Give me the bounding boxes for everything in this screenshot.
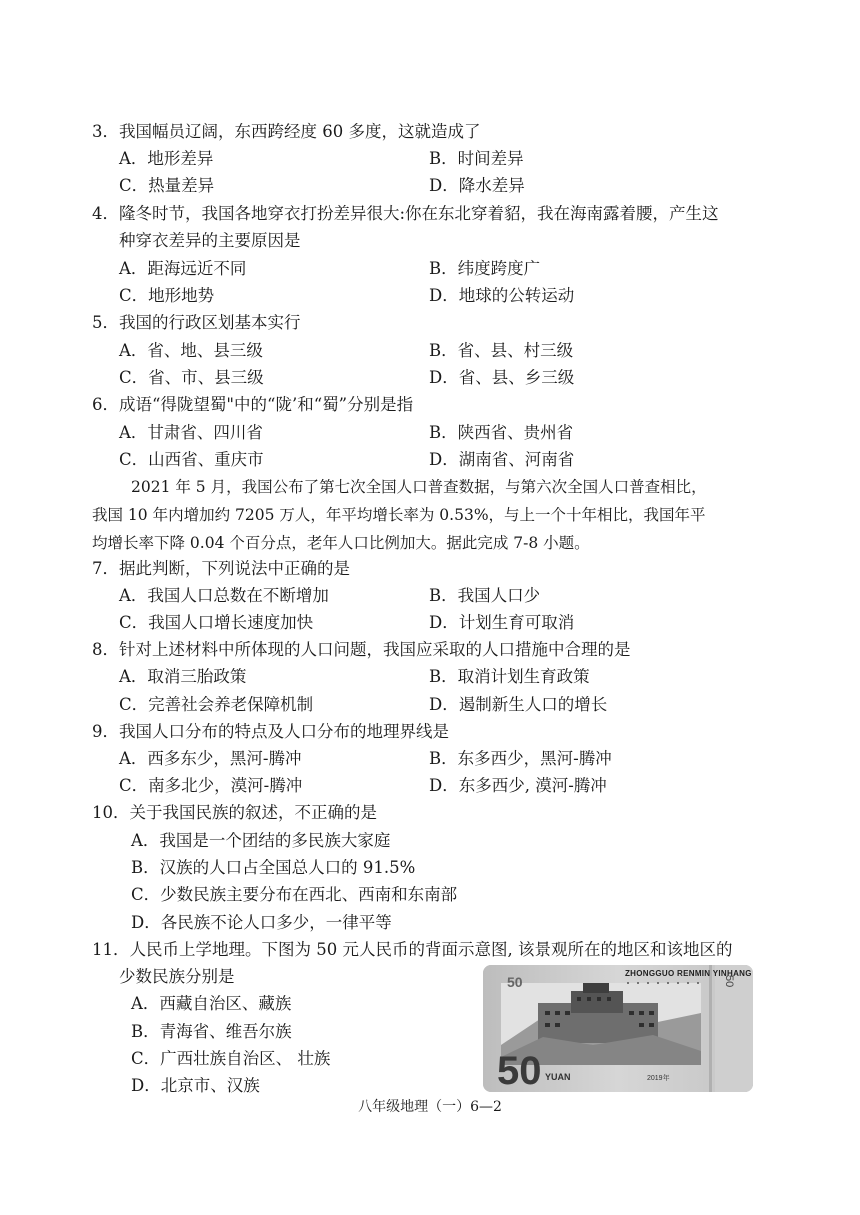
banknote-bank-name: ZHONGGUO RENMIN YINHANG xyxy=(625,969,752,978)
q10-option-b: B．汉族的人口占全国总人口的 91.5% xyxy=(131,858,416,877)
q3-option-b: B．时间差异 xyxy=(429,149,524,168)
q3-option-d: D．降水差异 xyxy=(429,176,525,195)
q8-option-b: B．取消计划生育政策 xyxy=(429,667,590,686)
question-9-stem: 9．我国人口分布的特点及人口分布的地理界线是 xyxy=(92,722,449,741)
q4-option-a: A．距海远近不同 xyxy=(119,259,247,278)
q8-option-d: D．遏制新生人口的增长 xyxy=(429,695,608,714)
banknote-50-yuan-image xyxy=(483,965,753,1092)
banknote-denomination-top: 50 xyxy=(507,974,523,990)
q11-option-c: C．广西壮族自治区、 壮族 xyxy=(131,1049,331,1068)
page-footer: 八年级地理（一）6—2 xyxy=(358,1099,502,1115)
q11-option-b: B．青海省、维吾尔族 xyxy=(131,1022,292,1041)
question-8-stem: 8．针对上述材料中所体现的人口问题，我国应采取的人口措施中合理的是 xyxy=(92,640,631,659)
question-6-stem: 6．成语“得陇望蜀"中的“陇’和“蜀”分别是指 xyxy=(92,395,414,414)
q8-option-a: A．取消三胎政策 xyxy=(119,667,247,686)
q6-option-a: A．甘肃省、四川省 xyxy=(119,423,263,442)
q10-option-a: A．我国是一个团结的多民族大家庭 xyxy=(131,831,391,850)
q5-option-a: A．省、地、县三级 xyxy=(119,341,263,360)
q5-option-b: B．省、县、村三级 xyxy=(429,341,574,360)
banknote-denomination-large: 50 xyxy=(497,1049,542,1092)
q5-option-d: D．省、县、乡三级 xyxy=(429,368,575,387)
q9-option-c: C．南多北少，漠河-腾冲 xyxy=(119,776,303,795)
question-5-stem: 5．我国的行政区划基本实行 xyxy=(92,313,301,332)
question-4-stem-line2: 种穿衣差异的主要原因是 xyxy=(119,231,301,250)
question-11-stem-line1: 11．人民币上学地理。下图为 50 元人民币的背面示意图, 该景观所在的地区和该地区的 xyxy=(92,940,733,959)
q9-option-a: A．西多东少，黑河-腾冲 xyxy=(119,749,302,768)
q5-option-c: C．省、市、县三级 xyxy=(119,368,264,387)
banknote-denomination-side: 50 xyxy=(723,975,735,988)
q7-option-a: A．我国人口总数在不断增加 xyxy=(119,586,329,605)
q9-option-b: B．东多西少，黑河-腾冲 xyxy=(429,749,612,768)
q4-option-b: B．纬度跨度广 xyxy=(429,259,541,278)
q10-option-c: C．少数民族主要分布在西北、西南和东南部 xyxy=(131,885,458,904)
q6-option-c: C．山西省、重庆市 xyxy=(119,450,264,469)
q3-option-c: C．热量差异 xyxy=(119,176,215,195)
q6-option-d: D．湖南省、河南省 xyxy=(429,450,575,469)
q11-option-a: A．西藏自治区、藏族 xyxy=(131,994,292,1013)
question-3-stem: 3．我国幅员辽阔，东西跨经度 60 多度，这就造成了 xyxy=(92,122,481,141)
q4-option-c: C．地形地势 xyxy=(119,286,215,305)
banknote-year: 2019年 xyxy=(647,1075,670,1082)
question-11-stem-line2: 少数民族分别是 xyxy=(119,967,235,986)
q3-option-a: A．地形差异 xyxy=(119,149,214,168)
passage-line1: 2021 年 5 月，我国公布了第七次全国人口普查数据，与第六次全国人口普查相比， xyxy=(131,478,707,496)
q11-option-d: D．北京市、汉族 xyxy=(131,1076,260,1095)
q6-option-b: B．陕西省、贵州省 xyxy=(429,423,574,442)
banknote-unit: YUAN xyxy=(545,1072,571,1082)
passage-line3: 均增长率下降 0.04 个百分点，老年人口比例加大。据此完成 7-8 小题。 xyxy=(92,534,590,552)
question-7-stem: 7．据此判断，下列说法中正确的是 xyxy=(92,559,350,578)
q7-option-c: C．我国人口增长速度加快 xyxy=(119,613,314,632)
q4-option-d: D．地球的公转运动 xyxy=(429,286,575,305)
passage-line2: 我国 10 年内增加约 7205 万人，年平均增长率为 0.53%，与上一个十年相比，我国年平 xyxy=(92,506,706,524)
q9-option-d: D．东多西少, 漠河-腾冲 xyxy=(429,776,607,795)
q8-option-c: C．完善社会养老保障机制 xyxy=(119,695,314,714)
q7-option-d: D．计划生育可取消 xyxy=(429,613,575,632)
q10-option-d: D．各民族不论人口多少，一律平等 xyxy=(131,913,392,932)
q7-option-b: B．我国人口少 xyxy=(429,586,541,605)
question-4-stem-line1: 4．隆冬时节，我国各地穿衣打扮差异很大:你在东北穿着貂，我在海南露着腰，产生这 xyxy=(92,204,719,223)
question-10-stem: 10．关于我国民族的叙述，不正确的是 xyxy=(92,803,377,822)
